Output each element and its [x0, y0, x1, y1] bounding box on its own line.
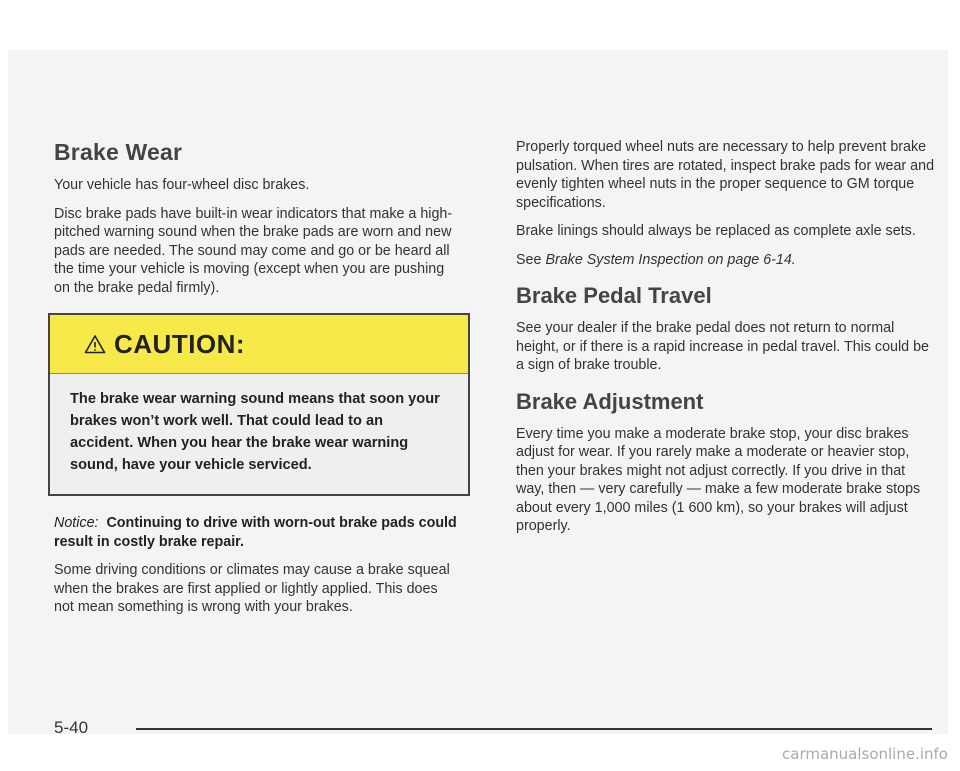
footer-divider	[136, 728, 932, 730]
paragraph: Disc brake pads have built-in wear indicators that make a high-pitched warning sound when the brake pads are worn and new pads are needed. The sound may come and go or be heard all the time your vehicle is moving (except when you are pushing on the brake pedal firmly).	[54, 205, 453, 296]
caution-title: CAUTION:	[114, 328, 246, 359]
paragraph: Brake linings should always be replaced as complete axle sets.	[516, 223, 916, 239]
page-number: 5-40	[54, 718, 89, 737]
caution-box	[48, 313, 470, 496]
right-column	[516, 138, 936, 546]
caution-header	[50, 315, 468, 374]
paragraph: Properly torqued wheel nuts are necessary to help prevent brake pulsation. When tires are rotated, inspect brake pads for wear and evenly tighten wheel nuts in the proper sequence to GM torque specifications.	[516, 139, 935, 211]
warning-triangle-icon	[84, 334, 106, 354]
notice-label: Notice:	[54, 515, 99, 531]
cross-reference-link[interactable]: Brake System Inspection on page 6-14.	[545, 251, 796, 268]
notice-text: Continuing to drive with worn-out brake pads could result in costly brake repair.	[54, 515, 457, 550]
caution-text: The brake wear warning sound means that soon your brakes won’t work well. That could lead to an accident. When you hear the brake wear warning sound, have your vehicle serviced.	[70, 391, 440, 473]
see-reference	[516, 251, 936, 270]
heading-brake-pedal-travel: Brake Pedal Travel	[516, 283, 712, 308]
heading-brake-wear: Brake Wear	[54, 139, 183, 165]
paragraph: Some driving conditions or climates may cause a brake squeal when the brakes are first applied or lightly applied. This does not mean something is wrong with your brakes.	[54, 562, 450, 615]
paragraph: See your dealer if the brake pedal does not return to normal height, or if there is a rapid increase in pedal travel. This could be a sign of brake trouble.	[516, 320, 929, 373]
manual-page	[8, 50, 948, 737]
watermark: carmanualsonline.info	[782, 745, 948, 763]
notice-paragraph	[54, 514, 459, 551]
see-prefix: See	[516, 251, 542, 268]
left-column	[54, 134, 459, 627]
paragraph: Every time you make a moderate brake stop, your disc brakes adjust for wear. If you rarely make a moderate or heavier stop, then your brakes might not adjust correctly. If you drive in that way, then — very carefully — make a few moderate brake stops about every 1,000 miles (1 600 km), so your brakes will adjust properly.	[516, 425, 921, 534]
paragraph: Your vehicle has four-wheel disc brakes.	[54, 177, 310, 193]
heading-brake-adjustment: Brake Adjustment	[516, 388, 704, 414]
